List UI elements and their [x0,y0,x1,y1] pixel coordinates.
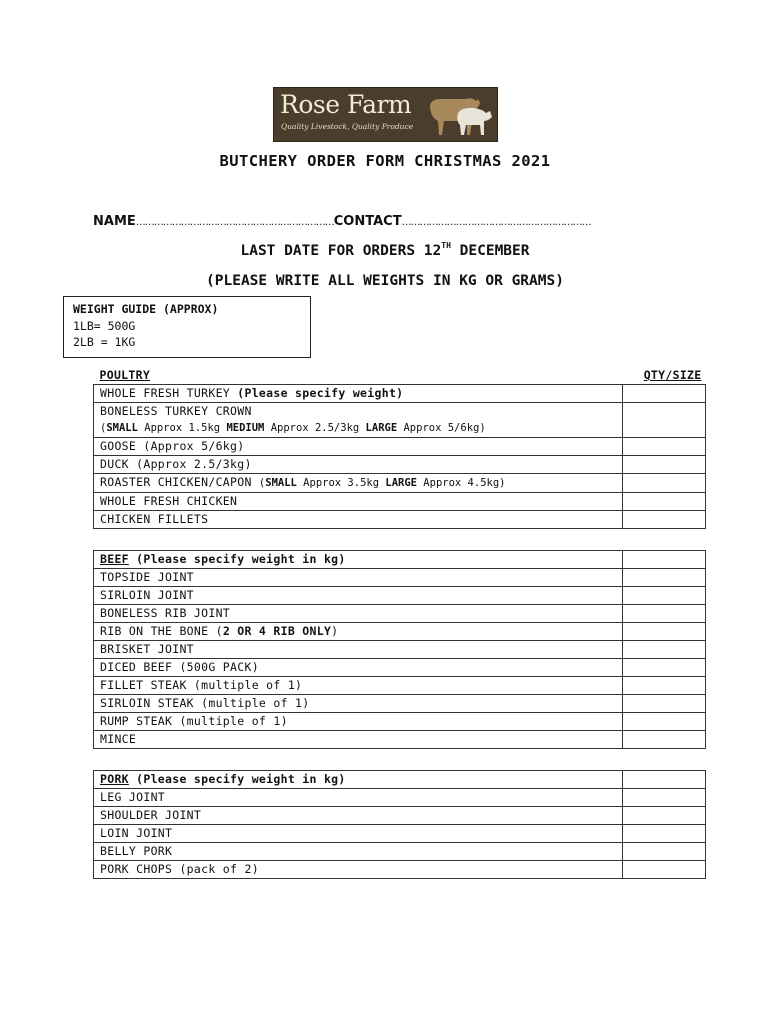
table-row [94,713,706,731]
table-row [94,789,706,807]
pork-table [93,770,706,879]
qty-input[interactable] [623,843,706,861]
name-contact-row [93,214,673,229]
poultry-heading-row [94,367,706,385]
name-field[interactable]: ………………………………………………………… [135,217,334,228]
table-row [94,420,706,438]
item-label: LOIN JOINT [94,825,623,843]
item-label: DUCK (Approx 2.5/3kg) [94,456,623,474]
pork-heading-row [94,771,706,789]
qty-input[interactable] [623,861,706,879]
weight-guide-line: 1LB= 500G [73,318,136,333]
qty-input[interactable] [623,605,706,623]
pork-heading-note: (Please specify weight in kg) [128,772,346,786]
cattle-sheep-icon [422,91,494,137]
qty-input[interactable] [623,551,706,569]
table-row [94,677,706,695]
table-row [94,511,706,529]
item-label: SIRLOIN JOINT [94,587,623,605]
poultry-heading: POULTRY [99,368,151,382]
last-date-line [0,243,770,259]
size-medium: MEDIUM [226,422,265,434]
qty-input[interactable] [623,385,706,403]
qty-input[interactable] [623,731,706,749]
item-label: TOPSIDE JOINT [94,569,623,587]
table-row [94,403,706,421]
qty-input[interactable] [623,659,706,677]
item-label: BRISKET JOINT [94,641,623,659]
beef-heading-note: (Please specify weight in kg) [128,552,346,566]
table-row [94,493,706,511]
table-row [94,695,706,713]
item-label: PORK CHOPS (pack of 2) [94,861,623,879]
item-note: (Please specify weight) [237,386,404,400]
size-text: ( [258,477,266,489]
weight-guide-line: 2LB = 1KG [73,335,136,349]
qty-input[interactable] [623,695,706,713]
qty-input[interactable] [623,713,706,731]
qty-input[interactable] [623,403,706,438]
table-row [94,861,706,879]
size-small: SMALL [106,422,138,434]
table-row [94,825,706,843]
item-label: CHICKEN FILLETS [94,511,623,529]
poultry-table [93,367,706,529]
beef-heading: BEEF [100,552,129,566]
qty-input[interactable] [623,511,706,529]
qty-input[interactable] [623,677,706,695]
qty-input[interactable] [623,771,706,789]
table-row [94,385,706,403]
size-text: Approx 3.5kg [296,477,386,489]
qty-input[interactable] [623,438,706,456]
table-row [94,587,706,605]
pork-heading: PORK [100,772,129,786]
last-date-prefix: LAST DATE FOR ORDERS 12 [240,243,442,259]
beef-table [93,550,706,749]
last-date-suffix: DECEMBER [450,243,530,259]
qty-input[interactable] [623,474,706,493]
size-text: Approx 2.5/3kg [264,422,366,434]
item-label: FILLET STEAK (multiple of 1) [94,677,623,695]
size-text: ( [100,422,107,434]
table-row [94,659,706,677]
item-label: BONELESS RIB JOINT [94,605,623,623]
contact-label: CONTACT [333,214,402,229]
qty-input[interactable] [623,789,706,807]
size-large: LARGE [385,477,417,489]
table-row [94,731,706,749]
table-row [94,474,706,493]
weights-note: (PLEASE WRITE ALL WEIGHTS IN KG OR GRAMS) [206,273,564,289]
size-text: Approx 5/6kg) [397,422,486,434]
item-label: MINCE [94,731,623,749]
rose-farm-logo [273,87,498,142]
name-label: NAME [93,214,136,229]
table-row [94,807,706,825]
item-label: ) [331,624,339,638]
qty-input[interactable] [623,807,706,825]
qty-input[interactable] [623,456,706,474]
item-label: WHOLE FRESH TURKEY [100,386,238,400]
qty-input[interactable] [623,641,706,659]
beef-heading-row [94,551,706,569]
item-label: RIB ON THE BONE ( [100,624,223,638]
item-label: SHOULDER JOINT [94,807,623,825]
size-text: Approx 4.5kg) [416,477,506,489]
table-row [94,456,706,474]
item-label: BONELESS TURKEY CROWN [100,404,252,418]
size-small: SMALL [265,477,297,489]
qty-input[interactable] [623,623,706,641]
item-label: ROASTER CHICKEN/CAPON [100,475,259,489]
qty-input[interactable] [623,569,706,587]
contact-field[interactable]: ……………………………………………………… [401,217,591,228]
last-date-sup: TH [441,241,451,250]
item-note: 2 OR 4 RIB ONLY [222,624,332,638]
size-large: LARGE [365,422,398,434]
qty-input[interactable] [623,587,706,605]
item-label: BELLY PORK [94,843,623,861]
item-label: RUMP STEAK (multiple of 1) [94,713,623,731]
item-label: GOOSE (Approx 5/6kg) [94,438,623,456]
table-row [94,641,706,659]
table-row [94,438,706,456]
table-row [94,605,706,623]
item-label: WHOLE FRESH CHICKEN [94,493,623,511]
item-label: SIRLOIN STEAK (multiple of 1) [94,695,623,713]
logo-tagline: Quality Livestock, Quality Produce [281,122,414,131]
qty-input[interactable] [623,493,706,511]
qty-size-heading: QTY/SIZE [643,368,702,382]
page-title: BUTCHERY ORDER FORM CHRISTMAS 2021 [219,152,551,170]
table-row [94,843,706,861]
size-text: Approx 1.5kg [137,422,227,434]
qty-input[interactable] [623,825,706,843]
logo-name: Rose Farm [280,90,412,119]
weight-guide-box [63,296,311,358]
item-label: DICED BEEF (500G PACK) [94,659,623,677]
weight-guide-heading: WEIGHT GUIDE (APPROX) [73,302,219,316]
table-row [94,569,706,587]
item-label: LEG JOINT [94,789,623,807]
table-row [94,623,706,641]
